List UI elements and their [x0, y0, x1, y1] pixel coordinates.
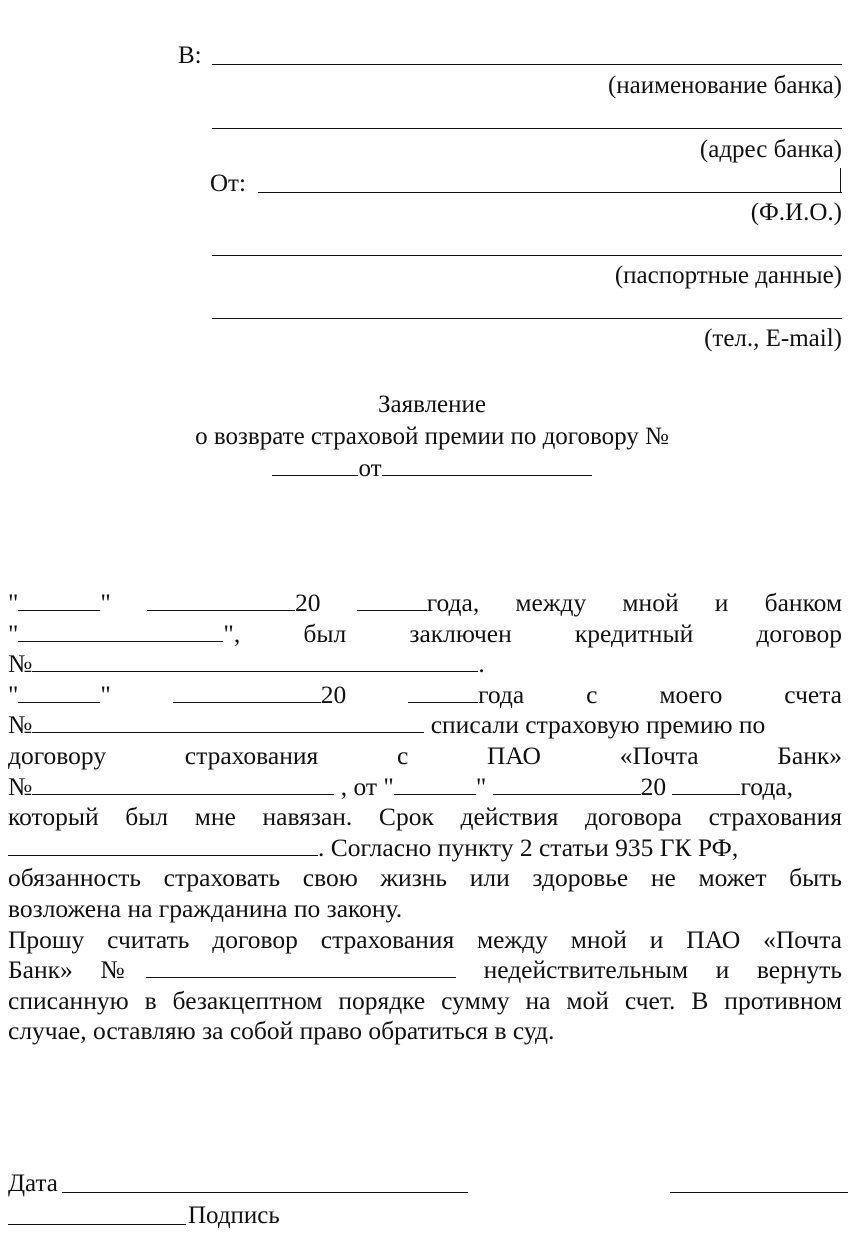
body-line: " " 20 года с моего счета — [8, 679, 843, 709]
body-line: № . — [8, 649, 485, 679]
year-blank[interactable] — [357, 594, 427, 611]
month-blank[interactable] — [147, 594, 295, 611]
body-line: который был мне навязан. Срок действия договора страхования — [8, 802, 842, 832]
signature-line[interactable] — [8, 1224, 186, 1225]
bank-blank[interactable] — [18, 625, 223, 642]
body-line: Прошу считать договор страхования между мной и ПАО «Почта — [8, 924, 842, 954]
contract-number-blank[interactable] — [272, 459, 358, 476]
passport-line[interactable] — [212, 255, 842, 256]
title-from-label: от — [358, 455, 382, 482]
debit-month-blank[interactable] — [173, 686, 321, 703]
body-line: договору страхования с ПАО «Почта Банк» — [8, 740, 843, 770]
body-line: списанную в безакцептном порядке сумму на мой счет. В противном — [8, 985, 842, 1015]
contacts-line[interactable] — [212, 318, 842, 319]
signature-value-line[interactable] — [670, 1192, 848, 1193]
bank-name-caption: (наименование банка) — [607, 72, 842, 99]
body-line: № , от " " 20 года, — [8, 771, 793, 801]
body-line: . Согласно пункту 2 статьи 935 ГК РФ, — [8, 833, 842, 864]
debit-year-blank[interactable] — [408, 686, 478, 703]
fio-caption: (Ф.И.О.) — [750, 199, 842, 226]
fio-line-end-mark — [840, 168, 841, 193]
bank-address-line[interactable] — [212, 128, 842, 129]
passport-caption: (паспортные данные) — [614, 262, 842, 289]
statement-body — [8, 588, 842, 1047]
fio-line[interactable] — [258, 192, 842, 193]
document-subtitle: о возврате страховой премии по договору № — [195, 423, 669, 450]
insurance-day-blank[interactable] — [394, 778, 476, 795]
day-blank[interactable] — [18, 594, 100, 611]
bank-name-line[interactable] — [212, 64, 842, 65]
insurance-year-blank[interactable] — [672, 778, 740, 795]
credit-contract-number-blank[interactable] — [32, 655, 478, 672]
document-title: Заявление — [377, 391, 487, 418]
signature-label: Подпись — [188, 1202, 280, 1229]
request-contract-number-blank[interactable] — [146, 961, 456, 978]
contract-number-date-line — [0, 454, 864, 484]
body-line: обязанность страховать свою жизнь или здоровье не может быть — [8, 863, 842, 893]
contacts-caption: (тел., E-mail) — [704, 325, 842, 352]
date-line[interactable] — [62, 1192, 468, 1193]
date-label: Дата — [8, 1170, 58, 1197]
body-line: возложена на гражданина по закону. — [8, 893, 403, 923]
insurance-contract-number-blank[interactable] — [32, 778, 334, 795]
body-line: " ", был заключен кредитный договор — [8, 618, 843, 648]
body-line: Банк» № недействительным и вернуть — [8, 955, 843, 985]
bank-address-caption: (адрес банка) — [699, 136, 842, 163]
from-label: От: — [210, 170, 246, 197]
debit-day-blank[interactable] — [18, 686, 100, 703]
insurance-term-blank[interactable] — [8, 839, 318, 856]
contract-date-blank[interactable] — [382, 459, 592, 476]
body-line: случае, оставляю за собой право обратиться в суд. — [8, 1016, 555, 1046]
insurance-month-blank[interactable] — [493, 778, 641, 795]
account-number-blank[interactable] — [32, 716, 424, 733]
body-line: № списали страховую премию по — [8, 710, 766, 740]
to-label: В: — [178, 42, 202, 69]
body-line: " " 20 года, между мной и банком — [8, 588, 843, 617]
